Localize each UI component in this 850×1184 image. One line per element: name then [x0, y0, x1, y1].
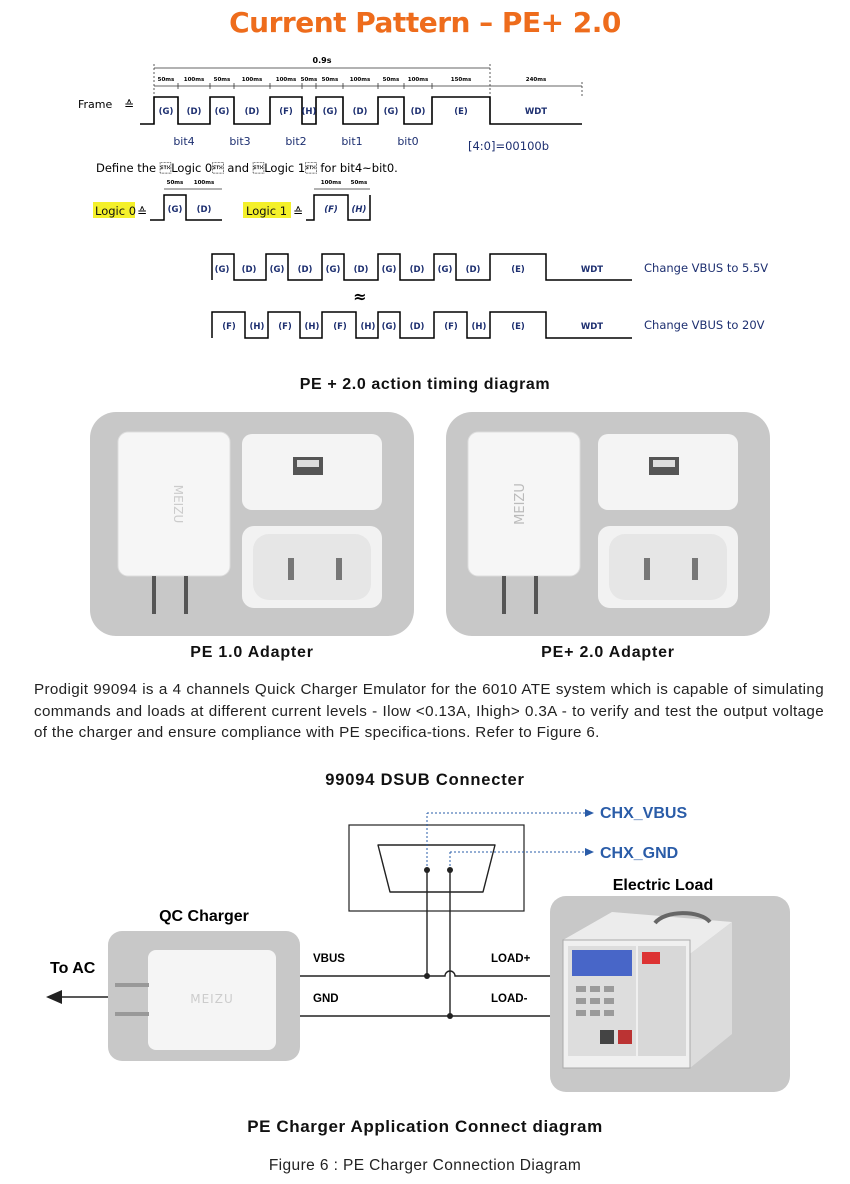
segment-label: (G)	[325, 265, 341, 275]
segment-label: (D)	[353, 265, 369, 275]
duration-label: 50ms	[157, 77, 175, 83]
duration-label: 100ms	[193, 180, 215, 186]
connect-diagram	[0, 790, 850, 1100]
segment-label: (G)	[437, 265, 453, 275]
segment-label: (D)	[465, 265, 481, 275]
segment-label: (D)	[196, 205, 212, 215]
bit-label: bit2	[285, 135, 307, 148]
bit-label: bit4	[173, 135, 195, 148]
connect-caption: PE Charger Application Connect diagram	[247, 1117, 603, 1136]
figure-caption: Figure 6 : PE Charger Connection Diagram	[268, 1157, 582, 1174]
define-text: Define the Logic 0 and Logic 1 for bit4~bit0.	[96, 161, 398, 175]
pe2-adapter-photo	[446, 412, 770, 636]
electric-load-label: Electric Load	[612, 877, 714, 894]
timing-caption: PE + 2.0 action timing diagram	[299, 376, 551, 393]
segment-label: (E)	[511, 265, 525, 275]
logic0-label: Logic 0	[95, 204, 137, 218]
frame-label: Frame	[78, 98, 113, 111]
duration-label: 100ms	[320, 180, 342, 186]
duration-label: 50ms	[350, 180, 368, 186]
adapter-drawing	[90, 412, 414, 636]
pe2-label: PE+ 2.0 Adapter	[541, 644, 675, 661]
duration-label: 50ms	[382, 77, 400, 83]
load-plus-label: LOAD+	[491, 953, 531, 965]
duration-label: 100ms	[407, 77, 429, 83]
brand-text: MEIZU	[190, 992, 234, 1006]
segment-label: (D)	[410, 107, 426, 117]
segment-label: (D)	[186, 107, 202, 117]
qc-charger-label: QC Charger	[159, 908, 249, 925]
segment-label: (G)	[269, 265, 285, 275]
segment-label: (D)	[352, 107, 368, 117]
segment-label: (H)	[249, 322, 265, 332]
to-ac-label: To AC	[50, 960, 96, 977]
segment-label: (F)	[444, 322, 458, 332]
segment-label: (H)	[360, 322, 376, 332]
electric-load-drawing	[563, 912, 732, 1068]
bit-value: [4:0]=00100b	[468, 139, 549, 153]
frame-symbol: ≙	[124, 98, 135, 112]
segment-label: (D)	[409, 265, 425, 275]
duration-label: 100ms	[241, 77, 263, 83]
total-duration: 0.9s	[312, 56, 332, 65]
duration-label: 50ms	[213, 77, 231, 83]
bit-label: bit1	[341, 135, 363, 148]
arrow-left-icon	[46, 990, 62, 1004]
segment-label: WDT	[524, 107, 548, 117]
dsub-title: 99094 DSUB Connecter	[325, 771, 525, 789]
segment-label: (H)	[304, 322, 320, 332]
duration-label: 50ms	[300, 77, 318, 83]
duration-label: 240ms	[525, 77, 547, 83]
logic0-symbol: ≙	[137, 205, 148, 219]
timing-diagram	[0, 0, 850, 380]
vbus-label: VBUS	[313, 953, 345, 965]
duration-label: 100ms	[183, 77, 205, 83]
segment-label: (G)	[158, 107, 174, 117]
segment-label: (G)	[167, 205, 183, 215]
duration-label: 100ms	[349, 77, 371, 83]
gnd-label: GND	[313, 993, 339, 1005]
segment-label: (E)	[511, 322, 525, 332]
page-title: Current Pattern – PE+ 2.0	[229, 6, 621, 39]
duration-label: 50ms	[321, 77, 339, 83]
segment-label: (F)	[222, 322, 236, 332]
segment-label: (D)	[297, 265, 313, 275]
segment-label: (G)	[322, 107, 338, 117]
segment-label: (G)	[383, 107, 399, 117]
row2-note: Change VBUS to 20V	[644, 318, 765, 332]
pe1-label: PE 1.0 Adapter	[190, 644, 314, 661]
segment-label: (F)	[333, 322, 347, 332]
segment-label: (G)	[381, 265, 397, 275]
segment-label: (G)	[381, 322, 397, 332]
segment-label: (F)	[279, 107, 293, 117]
chx-vbus-label: CHX_VBUS	[600, 805, 688, 822]
duration-label: 150ms	[450, 77, 472, 83]
logic1-symbol: ≙	[293, 205, 304, 219]
duration-label: 50ms	[166, 180, 184, 186]
segment-label: (H)	[351, 205, 367, 215]
segment-label: (D)	[244, 107, 260, 117]
brand-text: MEIZU	[171, 484, 185, 524]
pe1-adapter-photo	[90, 412, 414, 636]
bit-label: bit3	[229, 135, 251, 148]
segment-label: (G)	[214, 107, 230, 117]
separator: ≈	[353, 287, 367, 306]
duration-label: 100ms	[275, 77, 297, 83]
description-paragraph: Prodigit 99094 is a 4 channels Quick Charger Emulator for the 6010 ATE system which is capable of simulating commands and loads at different current levels - Ilow <0.13A, Ihigh> 0.3A - to verify and test the output voltage of the charger and ensure compliance with PE specifica-tions. Refer to Figure 6.	[34, 681, 824, 741]
segment-label: (H)	[301, 107, 317, 117]
segment-label: (G)	[214, 265, 230, 275]
adapter-drawing	[446, 412, 770, 636]
segment-label: (F)	[278, 322, 292, 332]
row1-note: Change VBUS to 5.5V	[644, 261, 769, 275]
dsub-connector	[378, 845, 495, 892]
segment-label: WDT	[580, 265, 604, 275]
logic1-label: Logic 1	[246, 204, 288, 218]
segment-label: (E)	[454, 107, 468, 117]
brand-text: MEIZU	[513, 483, 528, 525]
segment-label: WDT	[580, 322, 604, 332]
segment-label: (F)	[324, 205, 338, 215]
load-minus-label: LOAD-	[491, 993, 528, 1005]
segment-label: (D)	[241, 265, 257, 275]
segment-label: (H)	[471, 322, 487, 332]
bit-label: bit0	[397, 135, 419, 148]
chx-gnd-label: CHX_GND	[600, 845, 679, 862]
segment-label: (D)	[409, 322, 425, 332]
